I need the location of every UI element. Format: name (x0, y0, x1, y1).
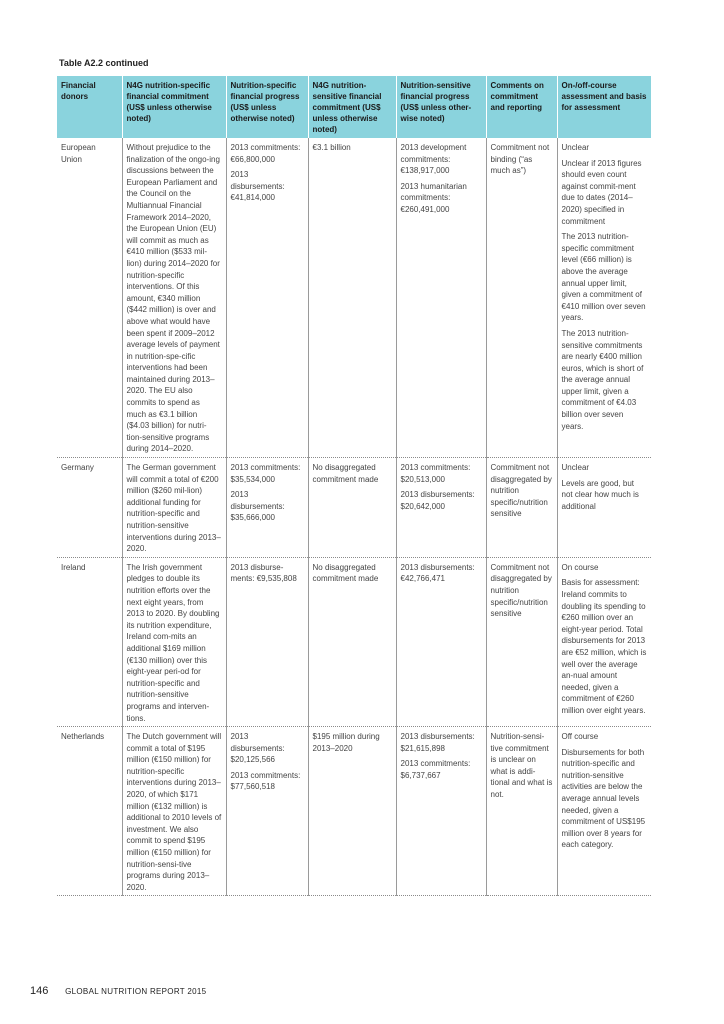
sensitive-commitment-cell (308, 727, 396, 896)
specific-commitment-cell (122, 138, 226, 458)
cell-paragraph: 2013 commitments: $20,513,000 (400, 463, 471, 484)
sensitive-progress-cell (396, 557, 486, 726)
cell-paragraph: Unclear if 2013 figures should even count against commit-ment due to dates (2014–2020) specified in commitment (561, 158, 642, 226)
sensitive-commitment-cell (308, 138, 396, 458)
cell-paragraph: The 2013 nutrition-sensitive commitments are nearly €400 million euros, which is short of the average annual upper limit, given a commitment of €4.03 billion over seven years. (561, 328, 644, 431)
table-row (57, 557, 651, 726)
assessment-cell (557, 727, 651, 896)
donor-cell: Germany (61, 463, 94, 473)
cell-paragraph: No disaggregated commitment made (312, 463, 379, 484)
table-row (57, 727, 651, 896)
header-assessment: On-/off-course assessment and basis for assessment (557, 76, 651, 138)
specific-commitment-cell (122, 727, 226, 896)
sensitive-progress-cell (396, 727, 486, 896)
cell-paragraph: 2013 disbursements: €42,766,471 (400, 562, 475, 584)
cell-paragraph: Unclear (561, 143, 590, 152)
assessment-cell (557, 458, 651, 558)
cell-paragraph: 2013 disbursements: $35,666,000 (230, 490, 285, 523)
report-title: GLOBAL NUTRITION REPORT 2015 (65, 987, 207, 996)
cell-paragraph: $195 million during 2013–2020 (312, 732, 380, 753)
cell-paragraph: 2013 commitments: $6,737,667 (400, 759, 471, 780)
cell-paragraph: 2013 commitments: €66,800,000 (230, 143, 301, 164)
cell-paragraph: 2013 disburse-ments: €9,535,808 (230, 562, 297, 584)
specific-progress-cell (226, 557, 308, 726)
header-financial-donors: Financial donors (57, 76, 122, 138)
assessment-cell (557, 138, 651, 458)
cell-paragraph: Commitment not binding (“as much as”) (490, 143, 550, 176)
cell-paragraph: 2013 disbursements: $20,642,000 (400, 490, 475, 511)
header-comments: Comments on commitment and reporting (486, 76, 557, 138)
cell-paragraph: Without prejudice to the finalization of the ongo-ing discussions between the European Parliament and the Council on the Multiannual Financial Framework 2014–2020, the European Union (EU) will commit as much as €410 million ($533 mil-lion) during 2014–2020 for nutrition-specific interventions. Of this amount, €340 million ($442 million) is over and above what would have been spent if 2009–2012 average levels of payment in nutrition-spe-cific interventions had been maintained during 2013–2020. The EU also commits to spend as much as €3.1 billion ($4.03 billion) for nutri-tion-sensitive programs during 2014–2020. (126, 143, 220, 454)
donor-cell: Netherlands (61, 732, 105, 742)
cell-paragraph: The German government will commit a total of €200 million ($260 mil-lion) additional funding for nutrition-specific and nutrition-sensitive interventions during 2013–2020. (126, 463, 221, 554)
specific-progress-cell (226, 458, 308, 558)
table-caption: Table A2.2 continued (59, 58, 149, 68)
cell-paragraph: Levels are good, but not clear how much is additional (561, 478, 639, 511)
sensitive-progress-cell (396, 138, 486, 458)
cell-paragraph: Off course (561, 732, 599, 742)
cell-paragraph: 2013 disbursements: $20,125,566 (230, 732, 285, 765)
cell-paragraph: On course (561, 562, 599, 572)
sensitive-commitment-cell (308, 557, 396, 726)
page-footer (30, 985, 206, 997)
table-header-row (57, 76, 651, 138)
header-sensitive-commitment: N4G nutrition-sensitive financial commitment (US$ unless otherwise noted) (308, 76, 396, 138)
cell-paragraph: 2013 disbursements: €41,814,000 (230, 170, 285, 203)
cell-paragraph: Unclear (561, 463, 590, 473)
header-specific-commitment: N4G nutrition-specific financial commitment (US$ unless otherwise noted) (122, 76, 226, 138)
cell-paragraph: No disaggregated commitment made (312, 562, 379, 584)
donor-cell: Ireland (61, 562, 86, 572)
sensitive-progress-cell (396, 458, 486, 558)
cell-paragraph: Disbursements for both nutrition-specific and nutrition-sensitive activities are below the average annual levels needed, given a commitment of US$195 million over 8 years for each category. (561, 747, 646, 850)
cell-paragraph: 2013 commitments: $77,560,518 (230, 770, 301, 792)
cell-paragraph: The Irish government pledges to double its nutrition efforts over the next eight years, from 2013 to 2020. By doubling its nutrition expenditure, Ireland com-mits an additional $169 million (€130 million) over this eight-year peri-od for nutrition-specific and nutrition-sensitive programs and interven-tions. (126, 562, 220, 723)
cell-paragraph: Nutrition-sensi-tive commitment is unclear on what is addi-tional and what is not. (490, 732, 553, 800)
cell-paragraph: 2013 disbursements: $21,615,898 (400, 732, 475, 753)
cell-paragraph: Commitment not disaggregated by nutrition specific/nutrition sensitive (490, 562, 552, 619)
cell-paragraph: Basis for assessment: Ireland commits to doubling its spending to €260 million over an eight-year period. Total disbursements for 2013 are €52 million, which is well over the average an-nual amount needed, given a commitment of €260 million over eight years. (561, 578, 647, 715)
cell-paragraph: 2013 development commitments: €138,917,000 (400, 143, 467, 176)
table-row (57, 138, 651, 458)
cell-paragraph: Commitment not disaggregated by nutrition specific/nutrition sensitive (490, 463, 552, 519)
header-sensitive-progress: Nutrition-sensitive financial progress (US$ unless other-wise noted) (396, 76, 486, 138)
header-specific-progress: Nutrition-specific financial progress (US$ unless otherwise noted) (226, 76, 308, 138)
specific-progress-cell (226, 138, 308, 458)
sensitive-commitment-cell (308, 458, 396, 558)
cell-paragraph: The 2013 nutrition-specific commitment level (€66 million) is above the average annual upper limit, given a commitment of €410 million over seven years. (561, 232, 646, 323)
specific-progress-cell (226, 727, 308, 896)
cell-paragraph: 2013 humanitarian commitments: €260,491,000 (400, 181, 467, 214)
table-row (57, 458, 651, 558)
specific-commitment-cell (122, 557, 226, 726)
comments-cell (486, 727, 557, 896)
page-number: 146 (30, 985, 49, 997)
comments-cell (486, 138, 557, 458)
donor-commitments-table (57, 76, 651, 896)
assessment-cell (557, 557, 651, 726)
cell-paragraph: 2013 commitments: $35,534,000 (230, 463, 301, 484)
cell-paragraph: €3.1 billion (312, 143, 351, 152)
comments-cell (486, 458, 557, 558)
comments-cell (486, 557, 557, 726)
specific-commitment-cell (122, 458, 226, 558)
donor-cell: European Union (61, 143, 96, 164)
cell-paragraph: The Dutch government will commit a total of $195 million (€150 million) for nutrition-specific interventions during 2013–2020, of which $171 million (€132 million) is additional to 2010 levels of investment. We also commit to spend $195 million (€150 million) for nutrition-sensi-tive programs during 2013–2020. (126, 732, 222, 892)
